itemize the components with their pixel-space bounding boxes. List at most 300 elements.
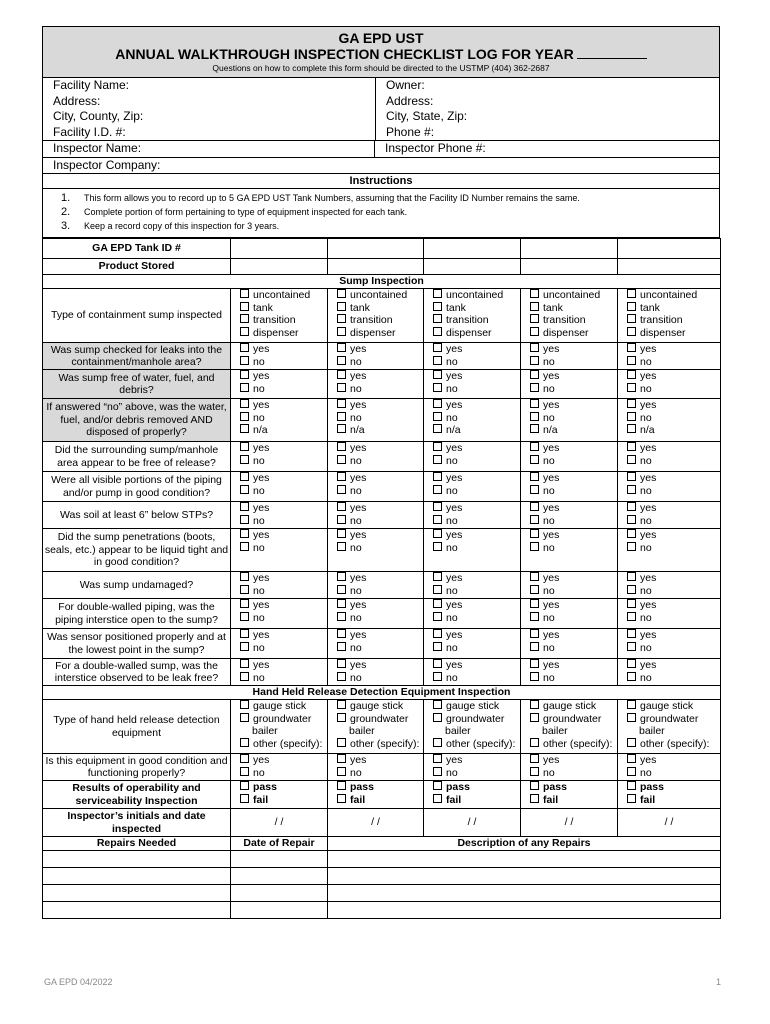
checkbox-icon[interactable] (337, 572, 346, 581)
inspector-phone-field[interactable]: Inspector Phone #: (374, 141, 719, 157)
checkbox-icon[interactable] (433, 529, 442, 538)
checkbox-icon[interactable] (337, 327, 346, 336)
checkbox-icon[interactable] (337, 767, 346, 776)
checkbox-icon[interactable] (627, 542, 636, 551)
checkbox-icon[interactable] (240, 794, 249, 803)
checkbox-icon[interactable] (433, 781, 442, 790)
containment-option[interactable] (240, 289, 327, 302)
checkbox-icon[interactable] (240, 672, 249, 681)
no-option[interactable] (240, 356, 327, 369)
owner-address-field[interactable]: Address: (386, 93, 434, 108)
city-county-zip-field[interactable]: City, County, Zip: (43, 109, 376, 125)
containment-option[interactable] (240, 302, 327, 315)
checkbox-icon[interactable] (433, 289, 442, 298)
checkbox-icon[interactable] (433, 700, 442, 709)
fail-option[interactable] (337, 794, 423, 807)
no-option[interactable] (433, 767, 520, 780)
checkbox-icon[interactable] (433, 383, 442, 392)
yes-option[interactable] (627, 754, 720, 767)
checkbox-icon[interactable] (337, 472, 346, 481)
containment-option[interactable] (627, 289, 720, 302)
hh-option[interactable] (627, 738, 720, 751)
pass-option[interactable] (433, 781, 520, 794)
hh-option[interactable] (240, 738, 327, 751)
yes-option[interactable] (433, 502, 520, 515)
checkbox-icon[interactable] (240, 599, 249, 608)
checkbox-icon[interactable] (530, 738, 539, 747)
checkbox-icon[interactable] (627, 485, 636, 494)
yes-option[interactable] (627, 343, 720, 356)
yes-option[interactable] (240, 502, 327, 515)
yes-option[interactable] (433, 599, 520, 612)
containment-option[interactable] (433, 327, 520, 340)
yes-option[interactable] (530, 754, 617, 767)
checkbox-icon[interactable] (240, 612, 249, 621)
checkbox-icon[interactable] (337, 314, 346, 323)
repair-description-cell[interactable] (328, 850, 721, 867)
checkbox-icon[interactable] (240, 383, 249, 392)
na-option[interactable] (240, 424, 327, 437)
checkbox-icon[interactable] (530, 672, 539, 681)
no-option[interactable] (337, 767, 423, 780)
checkbox-icon[interactable] (433, 794, 442, 803)
hh-option[interactable] (530, 700, 617, 713)
na-option[interactable] (433, 424, 520, 437)
no-option[interactable] (627, 585, 720, 598)
checkbox-icon[interactable] (530, 502, 539, 511)
checkbox-icon[interactable] (627, 672, 636, 681)
checkbox-icon[interactable] (433, 399, 442, 408)
no-option[interactable] (433, 642, 520, 655)
repair-date-cell[interactable] (231, 901, 328, 918)
checkbox-icon[interactable] (433, 659, 442, 668)
checkbox-icon[interactable] (627, 585, 636, 594)
checkbox-icon[interactable] (337, 370, 346, 379)
checkbox-icon[interactable] (627, 314, 636, 323)
checkbox-icon[interactable] (433, 515, 442, 524)
checkbox-icon[interactable] (337, 781, 346, 790)
hh-option[interactable] (530, 713, 617, 726)
owner-field[interactable]: Owner: (386, 78, 425, 92)
checkbox-icon[interactable] (433, 713, 442, 722)
no-option[interactable] (240, 585, 327, 598)
checkbox-icon[interactable] (530, 659, 539, 668)
initials-date-cell[interactable]: / / (424, 809, 521, 837)
checkbox-icon[interactable] (337, 356, 346, 365)
no-option[interactable] (627, 455, 720, 468)
checkbox-icon[interactable] (530, 442, 539, 451)
checkbox-icon[interactable] (240, 754, 249, 763)
checkbox-icon[interactable] (530, 383, 539, 392)
checkbox-icon[interactable] (627, 754, 636, 763)
checkbox-icon[interactable] (530, 515, 539, 524)
checkbox-icon[interactable] (240, 472, 249, 481)
checkbox-icon[interactable] (240, 713, 249, 722)
yes-option[interactable] (627, 572, 720, 585)
fail-option[interactable] (433, 794, 520, 807)
no-option[interactable] (337, 485, 423, 498)
yes-option[interactable] (530, 659, 617, 672)
checkbox-icon[interactable] (530, 572, 539, 581)
checkbox-icon[interactable] (240, 542, 249, 551)
checkbox-icon[interactable] (627, 399, 636, 408)
yes-option[interactable] (530, 442, 617, 455)
checkbox-icon[interactable] (240, 642, 249, 651)
no-option[interactable] (240, 412, 327, 425)
yes-option[interactable] (240, 599, 327, 612)
repair-needed-cell[interactable] (43, 850, 231, 867)
no-option[interactable] (627, 672, 720, 685)
checkbox-icon[interactable] (530, 412, 539, 421)
containment-option[interactable] (240, 327, 327, 340)
no-option[interactable] (530, 412, 617, 425)
inspector-company-field[interactable]: Inspector Company: (53, 157, 161, 172)
no-option[interactable] (337, 356, 423, 369)
checkbox-icon[interactable] (530, 781, 539, 790)
checkbox-icon[interactable] (337, 455, 346, 464)
hh-option[interactable] (240, 700, 327, 713)
yes-option[interactable] (530, 529, 617, 542)
checkbox-icon[interactable] (530, 767, 539, 776)
tank-cell[interactable] (521, 259, 618, 275)
no-option[interactable] (530, 515, 617, 528)
checkbox-icon[interactable] (240, 455, 249, 464)
checkbox-icon[interactable] (627, 442, 636, 451)
no-option[interactable] (530, 485, 617, 498)
tank-cell[interactable] (424, 239, 521, 259)
checkbox-icon[interactable] (530, 754, 539, 763)
yes-option[interactable] (337, 399, 423, 412)
checkbox-icon[interactable] (530, 327, 539, 336)
no-option[interactable] (530, 642, 617, 655)
repair-description-cell[interactable] (328, 884, 721, 901)
checkbox-icon[interactable] (530, 629, 539, 638)
yes-option[interactable] (530, 572, 617, 585)
facility-name-field[interactable]: Facility Name: (43, 78, 376, 94)
tank-cell[interactable] (618, 259, 721, 275)
no-option[interactable] (530, 767, 617, 780)
checkbox-icon[interactable] (240, 412, 249, 421)
containment-option[interactable] (530, 289, 617, 302)
checkbox-icon[interactable] (627, 424, 636, 433)
checkbox-icon[interactable] (530, 424, 539, 433)
no-option[interactable] (433, 612, 520, 625)
hh-option[interactable] (530, 738, 617, 751)
checkbox-icon[interactable] (240, 738, 249, 747)
checkbox-icon[interactable] (240, 302, 249, 311)
no-option[interactable] (240, 383, 327, 396)
checkbox-icon[interactable] (433, 302, 442, 311)
yes-option[interactable] (240, 472, 327, 485)
checkbox-icon[interactable] (337, 529, 346, 538)
year-field[interactable] (577, 46, 647, 59)
no-option[interactable] (433, 485, 520, 498)
no-option[interactable] (627, 485, 720, 498)
no-option[interactable] (433, 383, 520, 396)
checkbox-icon[interactable] (240, 659, 249, 668)
checkbox-icon[interactable] (240, 442, 249, 451)
yes-option[interactable] (240, 343, 327, 356)
checkbox-icon[interactable] (337, 542, 346, 551)
tank-cell[interactable] (328, 239, 424, 259)
hh-option[interactable] (433, 700, 520, 713)
yes-option[interactable] (337, 629, 423, 642)
yes-option[interactable] (627, 370, 720, 383)
no-option[interactable] (337, 585, 423, 598)
yes-option[interactable] (627, 442, 720, 455)
checkbox-icon[interactable] (433, 754, 442, 763)
no-option[interactable] (627, 542, 720, 555)
no-option[interactable] (337, 383, 423, 396)
checkbox-icon[interactable] (433, 629, 442, 638)
checkbox-icon[interactable] (627, 356, 636, 365)
checkbox-icon[interactable] (240, 781, 249, 790)
yes-option[interactable] (337, 442, 423, 455)
checkbox-icon[interactable] (627, 572, 636, 581)
yes-option[interactable] (627, 529, 720, 542)
yes-option[interactable] (627, 472, 720, 485)
hh-option[interactable] (240, 713, 327, 726)
checkbox-icon[interactable] (433, 314, 442, 323)
checkbox-icon[interactable] (433, 738, 442, 747)
yes-option[interactable] (627, 629, 720, 642)
checkbox-icon[interactable] (337, 672, 346, 681)
tank-cell[interactable] (521, 239, 618, 259)
checkbox-icon[interactable] (240, 289, 249, 298)
checkbox-icon[interactable] (627, 515, 636, 524)
checkbox-icon[interactable] (627, 327, 636, 336)
checkbox-icon[interactable] (240, 700, 249, 709)
checkbox-icon[interactable] (530, 585, 539, 594)
repair-date-cell[interactable] (231, 850, 328, 867)
initials-date-cell[interactable]: / / (328, 809, 424, 837)
no-option[interactable] (433, 542, 520, 555)
no-option[interactable] (530, 383, 617, 396)
na-option[interactable] (337, 424, 423, 437)
checkbox-icon[interactable] (240, 327, 249, 336)
checkbox-icon[interactable] (337, 515, 346, 524)
checkbox-icon[interactable] (627, 383, 636, 392)
checkbox-icon[interactable] (240, 356, 249, 365)
containment-option[interactable] (530, 314, 617, 327)
checkbox-icon[interactable] (530, 529, 539, 538)
hh-option[interactable] (337, 713, 423, 726)
no-option[interactable] (627, 612, 720, 625)
checkbox-icon[interactable] (530, 302, 539, 311)
checkbox-icon[interactable] (530, 399, 539, 408)
yes-option[interactable] (530, 343, 617, 356)
checkbox-icon[interactable] (530, 542, 539, 551)
address-field[interactable]: Address: (43, 94, 376, 110)
pass-option[interactable] (337, 781, 423, 794)
checkbox-icon[interactable] (433, 370, 442, 379)
checkbox-icon[interactable] (530, 289, 539, 298)
checkbox-icon[interactable] (337, 412, 346, 421)
checkbox-icon[interactable] (433, 599, 442, 608)
checkbox-icon[interactable] (337, 485, 346, 494)
checkbox-icon[interactable] (337, 659, 346, 668)
checkbox-icon[interactable] (240, 529, 249, 538)
checkbox-icon[interactable] (627, 472, 636, 481)
inspector-name-field[interactable]: Inspector Name: (53, 141, 142, 155)
yes-option[interactable] (627, 659, 720, 672)
no-option[interactable] (240, 515, 327, 528)
checkbox-icon[interactable] (337, 700, 346, 709)
checkbox-icon[interactable] (433, 502, 442, 511)
containment-option[interactable] (627, 314, 720, 327)
checkbox-icon[interactable] (337, 502, 346, 511)
checkbox-icon[interactable] (627, 502, 636, 511)
checkbox-icon[interactable] (530, 370, 539, 379)
no-option[interactable] (240, 455, 327, 468)
no-option[interactable] (433, 672, 520, 685)
checkbox-icon[interactable] (337, 399, 346, 408)
checkbox-icon[interactable] (337, 289, 346, 298)
checkbox-icon[interactable] (530, 599, 539, 608)
yes-option[interactable] (240, 529, 327, 542)
no-option[interactable] (627, 412, 720, 425)
containment-option[interactable] (433, 302, 520, 315)
no-option[interactable] (337, 412, 423, 425)
checkbox-icon[interactable] (240, 502, 249, 511)
checkbox-icon[interactable] (530, 612, 539, 621)
containment-option[interactable] (530, 327, 617, 340)
containment-option[interactable] (337, 327, 423, 340)
checkbox-icon[interactable] (337, 713, 346, 722)
repair-needed-cell[interactable] (43, 901, 231, 918)
no-option[interactable] (530, 612, 617, 625)
checkbox-icon[interactable] (337, 343, 346, 352)
repair-description-cell[interactable] (328, 901, 721, 918)
checkbox-icon[interactable] (530, 485, 539, 494)
yes-option[interactable] (240, 442, 327, 455)
checkbox-icon[interactable] (627, 343, 636, 352)
checkbox-icon[interactable] (240, 585, 249, 594)
checkbox-icon[interactable] (627, 767, 636, 776)
no-option[interactable] (530, 585, 617, 598)
city-state-zip-field[interactable]: City, State, Zip: (386, 109, 468, 123)
facility-id-field[interactable]: Facility I.D. #: (43, 125, 376, 141)
checkbox-icon[interactable] (337, 585, 346, 594)
containment-option[interactable] (337, 314, 423, 327)
no-option[interactable] (337, 515, 423, 528)
checkbox-icon[interactable] (627, 738, 636, 747)
phone-field[interactable]: Phone #: (386, 124, 435, 139)
fail-option[interactable] (627, 794, 720, 807)
checkbox-icon[interactable] (530, 642, 539, 651)
checkbox-icon[interactable] (240, 424, 249, 433)
yes-option[interactable] (240, 659, 327, 672)
no-option[interactable] (240, 485, 327, 498)
checkbox-icon[interactable] (627, 599, 636, 608)
no-option[interactable] (433, 455, 520, 468)
checkbox-icon[interactable] (433, 767, 442, 776)
checkbox-icon[interactable] (627, 642, 636, 651)
yes-option[interactable] (433, 472, 520, 485)
checkbox-icon[interactable] (240, 343, 249, 352)
fail-option[interactable] (240, 794, 327, 807)
checkbox-icon[interactable] (337, 612, 346, 621)
checkbox-icon[interactable] (627, 289, 636, 298)
tank-cell[interactable] (424, 259, 521, 275)
checkbox-icon[interactable] (433, 455, 442, 464)
no-option[interactable] (337, 542, 423, 555)
yes-option[interactable] (337, 659, 423, 672)
checkbox-icon[interactable] (433, 612, 442, 621)
na-option[interactable] (530, 424, 617, 437)
initials-date-cell[interactable]: / / (521, 809, 618, 837)
checkbox-icon[interactable] (433, 412, 442, 421)
hh-option[interactable] (627, 700, 720, 713)
checkbox-icon[interactable] (240, 399, 249, 408)
yes-option[interactable] (240, 399, 327, 412)
yes-option[interactable] (433, 629, 520, 642)
checkbox-icon[interactable] (240, 314, 249, 323)
checkbox-icon[interactable] (627, 700, 636, 709)
hh-option[interactable] (337, 738, 423, 751)
yes-option[interactable] (433, 572, 520, 585)
pass-option[interactable] (530, 781, 617, 794)
hh-option[interactable] (433, 713, 520, 726)
no-option[interactable] (627, 356, 720, 369)
checkbox-icon[interactable] (337, 629, 346, 638)
tank-cell[interactable] (618, 239, 721, 259)
repair-needed-cell[interactable] (43, 884, 231, 901)
no-option[interactable] (240, 767, 327, 780)
yes-option[interactable] (530, 599, 617, 612)
no-option[interactable] (337, 642, 423, 655)
checkbox-icon[interactable] (337, 424, 346, 433)
yes-option[interactable] (627, 502, 720, 515)
checkbox-icon[interactable] (240, 370, 249, 379)
checkbox-icon[interactable] (627, 659, 636, 668)
no-option[interactable] (337, 672, 423, 685)
checkbox-icon[interactable] (433, 356, 442, 365)
checkbox-icon[interactable] (433, 442, 442, 451)
checkbox-icon[interactable] (530, 343, 539, 352)
yes-option[interactable] (337, 529, 423, 542)
no-option[interactable] (530, 356, 617, 369)
checkbox-icon[interactable] (240, 485, 249, 494)
no-option[interactable] (627, 767, 720, 780)
yes-option[interactable] (433, 529, 520, 542)
yes-option[interactable] (337, 472, 423, 485)
checkbox-icon[interactable] (433, 485, 442, 494)
yes-option[interactable] (530, 399, 617, 412)
yes-option[interactable] (337, 599, 423, 612)
checkbox-icon[interactable] (240, 629, 249, 638)
checkbox-icon[interactable] (433, 642, 442, 651)
yes-option[interactable] (337, 502, 423, 515)
checkbox-icon[interactable] (433, 542, 442, 551)
containment-option[interactable] (240, 314, 327, 327)
checkbox-icon[interactable] (627, 455, 636, 464)
repair-date-cell[interactable] (231, 867, 328, 884)
checkbox-icon[interactable] (627, 302, 636, 311)
containment-option[interactable] (337, 302, 423, 315)
checkbox-icon[interactable] (240, 515, 249, 524)
hh-option[interactable] (433, 738, 520, 751)
no-option[interactable] (433, 356, 520, 369)
yes-option[interactable] (337, 343, 423, 356)
checkbox-icon[interactable] (530, 700, 539, 709)
no-option[interactable] (337, 455, 423, 468)
checkbox-icon[interactable] (433, 472, 442, 481)
checkbox-icon[interactable] (530, 455, 539, 464)
checkbox-icon[interactable] (433, 572, 442, 581)
checkbox-icon[interactable] (627, 612, 636, 621)
no-option[interactable] (240, 542, 327, 555)
